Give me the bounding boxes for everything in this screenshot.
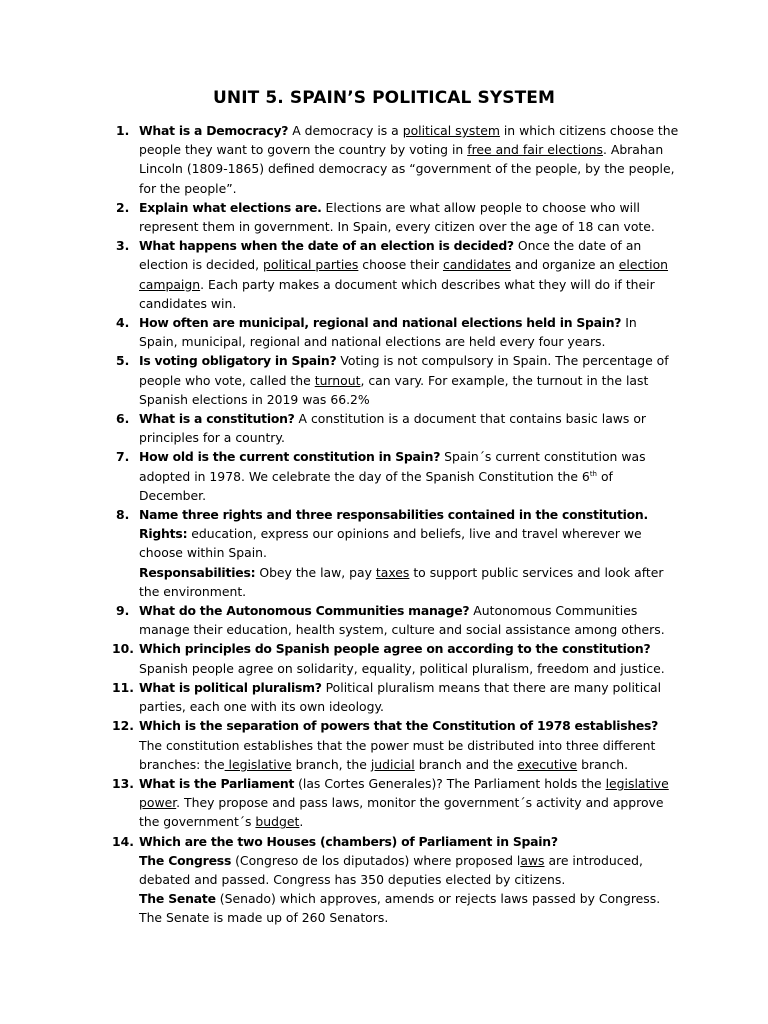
question: Which principles do Spanish people agree on according to the constitution? [139, 641, 651, 657]
question: What is the Parliament [139, 775, 295, 791]
underlined-term: free and fair elections [467, 142, 603, 158]
item-number: 2. [116, 199, 130, 215]
answer-text: and organize an [510, 257, 619, 273]
answer-text: A democracy is a [288, 123, 403, 138]
list-item-12 [112, 716, 679, 774]
question: What is a constitution? [139, 411, 295, 427]
question: What do the Autonomous Communities manage? [139, 603, 470, 619]
item-number: 1. [116, 123, 130, 138]
answer-text: in which citizens choose the people they want to govern the country by voting in [139, 123, 679, 158]
answer-text: Once the date of an election is decided, [139, 238, 642, 273]
underlined-term: political parties [263, 257, 359, 273]
item-number: 8. [116, 507, 130, 523]
answer-text: (Senado) which approves, amends or rejects laws passed by Congress. The Senate is made up of 260 Senators. [139, 891, 661, 926]
question: Explain what elections are. [139, 199, 322, 215]
underlined-term: election campaign [139, 257, 669, 292]
congress-label: The Congress [139, 852, 232, 868]
question: What is political pluralism? [139, 679, 322, 695]
item-number: 13. [112, 775, 134, 791]
answer-text: A constitution is a document that contains basic laws or principles for a country. [139, 411, 647, 446]
underlined-term: executive [517, 756, 578, 772]
list-item-7 [116, 447, 679, 505]
list-item-5 [116, 351, 679, 409]
answer-text: are introduced, debated and passed. Congress has 350 deputies elected by citizens. [139, 852, 643, 887]
list-item-6 [116, 409, 679, 447]
item-number: 4. [116, 315, 130, 331]
underlined-term: judicial [370, 756, 415, 772]
question: What is a Democracy? [139, 123, 289, 138]
answer-text: (Congreso de los diputados) where proposed l [231, 852, 521, 868]
item-number: 10. [112, 641, 134, 657]
rights-paragraph [139, 524, 679, 562]
item-number: 12. [112, 718, 134, 734]
list-item-13 [112, 774, 679, 832]
answer-text: . Each party makes a document which describes what they will do if their candidates win. [139, 276, 655, 311]
question: What happens when the date of an election is decided? [139, 238, 514, 254]
answer-text: Obey the law, pay [255, 564, 376, 580]
item-number: 14. [112, 833, 134, 849]
answer-text: Political pluralism means that there are many political parties, each one with its own ideology. [139, 679, 662, 715]
underlined-term: candidates [442, 257, 511, 273]
list-item-1 [116, 121, 679, 198]
list-item-4 [116, 313, 679, 351]
senate-label: The Senate [139, 891, 216, 907]
page-title: UNIT 5. SPAIN’S POLITICAL SYSTEM [212, 88, 556, 108]
question: Is voting obligatory in Spain? [139, 353, 337, 369]
answer-text: (las Cortes Generales)? The Parliament holds the [294, 775, 606, 791]
underlined-term: political system [402, 123, 500, 138]
item-number: 7. [116, 449, 130, 465]
answer-text: branch and the [414, 756, 518, 772]
item-number: 3. [116, 238, 130, 254]
answer-text: choose their [358, 257, 443, 273]
answer-text: , can vary. For example, the turnout in the last Spanish elections in 2019 was 66.2% [139, 372, 649, 407]
item-number: 5. [116, 353, 130, 369]
rights-label: Rights: [139, 526, 188, 542]
answer-text: to support public services and look after the environment. [139, 564, 664, 599]
answer-text: Spanish people agree on solidarity, equality, political pluralism, freedom and justice. [139, 660, 665, 676]
underlined-term: taxes [375, 564, 410, 580]
answer-text: . Abrahan Lincoln (1809-1865) defined democracy as “government of the people, by the people, for the people”. [139, 142, 675, 196]
item-number: 11. [112, 679, 134, 695]
list-item-8 [116, 505, 679, 601]
list-item-9 [116, 601, 679, 639]
question: Which are the two Houses (chambers) of Parliament in Spain? [139, 833, 558, 849]
question: How old is the current constitution in Spain? [139, 449, 441, 465]
responsabilities-label: Responsabilities: [139, 564, 256, 580]
underlined-term: legislative power [139, 775, 669, 811]
list-item-11 [112, 678, 679, 716]
superscript: th [589, 469, 597, 478]
underlined-term: turnout [314, 372, 361, 388]
list-item-3 [116, 236, 679, 313]
question: Name three rights and three responsabilities contained in the constitution. [139, 507, 648, 523]
answer-text: branch, the [291, 756, 371, 772]
responsabilities-paragraph [139, 563, 679, 601]
answer-text: branch. [577, 756, 629, 772]
question-list [112, 121, 679, 928]
underlined-term: aws [520, 852, 545, 868]
item-number: 9. [116, 603, 130, 619]
list-item-14 [112, 832, 679, 928]
answer-text: Voting is not compulsory in Spain. The percentage of people who vote, called the [139, 353, 669, 388]
list-item-2 [116, 198, 679, 236]
answer-text: education, express our opinions and beliefs, live and travel wherever we choose within Spain. [139, 526, 642, 561]
answer-text: In Spain, municipal, regional and national elections are held every four years. [139, 315, 637, 350]
senate-paragraph [139, 889, 679, 927]
answer-text: Elections are what allow people to choose who will represent them in government. In Spain, every citizen over the age of 18 can vote. [139, 199, 655, 235]
answer-text: The constitution establishes that the power must be distributed into three different branches: the [139, 737, 656, 772]
answer-text: Spain´s current constitution was adopted in 1978. We celebrate the day of the Spanish Constitution the 6 [139, 449, 646, 484]
list-item-10 [112, 639, 679, 677]
underlined-term: legislative [224, 756, 292, 772]
answer-text: . They propose and pass laws, monitor the government´s activity and approve the government´s [139, 795, 664, 830]
question: Which is the separation of powers that the Constitution of 1978 establishes? [139, 718, 659, 734]
question: How often are municipal, regional and national elections held in Spain? [139, 315, 622, 331]
answer-text: . [299, 814, 304, 830]
answer-text: Autonomous Communities manage their education, health system, culture and social assistance among others. [139, 603, 665, 638]
item-number: 6. [116, 411, 130, 427]
underlined-term: budget [255, 814, 300, 830]
answer-text: of December. [139, 468, 613, 503]
congress-paragraph [139, 851, 679, 889]
